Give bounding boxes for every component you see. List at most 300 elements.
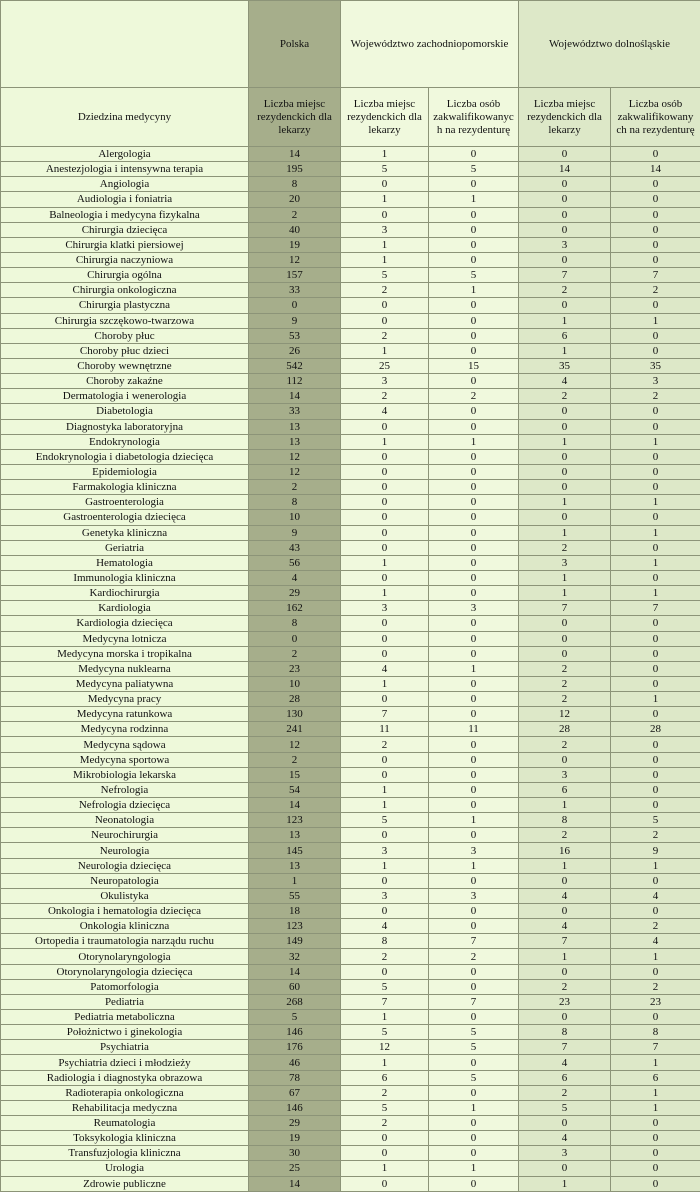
cell-ds-osoby: 0 [611,873,700,888]
cell-zp-miejsca: 2 [341,283,429,298]
cell-ds-miejsca: 0 [519,147,611,162]
cell-ds-miejsca: 8 [519,813,611,828]
cell-zp-osoby: 1 [429,1161,519,1176]
cell-ds-miejsca: 0 [519,631,611,646]
cell-ds-miejsca: 0 [519,1161,611,1176]
cell-zp-miejsca: 4 [341,404,429,419]
table-row [1,964,700,979]
cell-ds-miejsca: 3 [519,555,611,570]
header-dolnoslaskie: Województwo dolnośląskie [519,1,700,88]
cell-ds-osoby: 0 [611,252,700,267]
cell-zp-osoby: 11 [429,722,519,737]
cell-zp-osoby: 3 [429,601,519,616]
cell-ds-osoby: 0 [611,480,700,495]
header-empty-cell [1,1,249,88]
cell-zp-osoby: 3 [429,843,519,858]
cell-zp-osoby: 0 [429,237,519,252]
cell-dziedzina: Psychiatria [1,1040,249,1055]
cell-pl-miejsca: 4 [249,570,341,585]
cell-zp-miejsca: 4 [341,919,429,934]
cell-zp-osoby: 0 [429,873,519,888]
cell-zp-miejsca: 2 [341,389,429,404]
cell-ds-osoby: 0 [611,419,700,434]
cell-zp-osoby: 5 [429,268,519,283]
cell-ds-osoby: 0 [611,707,700,722]
cell-pl-miejsca: 8 [249,616,341,631]
cell-zp-miejsca: 2 [341,737,429,752]
cell-zp-osoby: 0 [429,1116,519,1131]
cell-dziedzina: Chirurgia naczyniowa [1,252,249,267]
cell-dziedzina: Balneologia i medycyna fizykalna [1,207,249,222]
cell-pl-miejsca: 78 [249,1070,341,1085]
table-row [1,177,700,192]
table-row [1,358,700,373]
cell-ds-osoby: 4 [611,934,700,949]
table-row [1,434,700,449]
cell-zp-miejsca: 1 [341,252,429,267]
cell-zp-osoby: 0 [429,343,519,358]
table-row [1,873,700,888]
cell-zp-miejsca: 0 [341,767,429,782]
table-row [1,1116,700,1131]
cell-zp-miejsca: 0 [341,692,429,707]
cell-ds-osoby: 1 [611,692,700,707]
cell-dziedzina: Onkologia kliniczna [1,919,249,934]
cell-zp-miejsca: 0 [341,480,429,495]
table-row [1,904,700,919]
cell-pl-miejsca: 5 [249,1010,341,1025]
cell-ds-osoby: 4 [611,888,700,903]
cell-ds-osoby: 8 [611,1025,700,1040]
cell-ds-osoby: 2 [611,979,700,994]
cell-pl-miejsca: 33 [249,404,341,419]
cell-zp-miejsca: 1 [341,676,429,691]
cell-zp-osoby: 0 [429,555,519,570]
cell-ds-miejsca: 7 [519,268,611,283]
cell-ds-osoby: 0 [611,464,700,479]
cell-ds-miejsca: 1 [519,525,611,540]
cell-dziedzina: Anestezjologia i intensywna terapia [1,162,249,177]
cell-pl-miejsca: 241 [249,722,341,737]
header-polska: Polska [249,1,341,88]
cell-dziedzina: Medycyna paliatywna [1,676,249,691]
cell-ds-osoby: 2 [611,919,700,934]
cell-dziedzina: Medycyna sądowa [1,737,249,752]
cell-ds-osoby: 0 [611,631,700,646]
table-row [1,601,700,616]
cell-pl-miejsca: 146 [249,1025,341,1040]
table-row [1,313,700,328]
cell-ds-osoby: 7 [611,601,700,616]
cell-ds-miejsca: 0 [519,616,611,631]
table-row [1,782,700,797]
cell-zp-osoby: 0 [429,676,519,691]
cell-pl-miejsca: 157 [249,268,341,283]
cell-zp-miejsca: 1 [341,782,429,797]
cell-zp-miejsca: 2 [341,328,429,343]
cell-ds-miejsca: 0 [519,646,611,661]
cell-ds-miejsca: 5 [519,1100,611,1115]
table-row [1,1176,700,1191]
cell-dziedzina: Alergologia [1,147,249,162]
cell-ds-miejsca: 0 [519,192,611,207]
cell-dziedzina: Medycyna ratunkowa [1,707,249,722]
cell-pl-miejsca: 195 [249,162,341,177]
cell-dziedzina: Chirurgia onkologiczna [1,283,249,298]
cell-pl-miejsca: 12 [249,252,341,267]
cell-zp-osoby: 0 [429,752,519,767]
cell-pl-miejsca: 19 [249,237,341,252]
cell-zp-miejsca: 12 [341,1040,429,1055]
cell-zp-osoby: 0 [429,480,519,495]
cell-ds-miejsca: 0 [519,252,611,267]
cell-pl-miejsca: 29 [249,1116,341,1131]
table-row [1,222,700,237]
table-row [1,631,700,646]
cell-zp-miejsca: 5 [341,268,429,283]
cell-pl-miejsca: 9 [249,525,341,540]
cell-dziedzina: Choroby wewnętrzne [1,358,249,373]
cell-zp-miejsca: 0 [341,464,429,479]
cell-zp-miejsca: 5 [341,979,429,994]
cell-ds-osoby: 7 [611,268,700,283]
cell-zp-osoby: 0 [429,464,519,479]
cell-dziedzina: Chirurgia dziecięca [1,222,249,237]
cell-pl-miejsca: 55 [249,888,341,903]
cell-dziedzina: Choroby zakaźne [1,374,249,389]
cell-ds-miejsca: 1 [519,858,611,873]
table-row [1,828,700,843]
cell-zp-miejsca: 7 [341,994,429,1009]
cell-dziedzina: Urologia [1,1161,249,1176]
cell-zp-osoby: 0 [429,631,519,646]
cell-dziedzina: Patomorfologia [1,979,249,994]
table-row [1,979,700,994]
cell-ds-miejsca: 0 [519,419,611,434]
cell-zp-osoby: 1 [429,283,519,298]
table-row [1,464,700,479]
cell-zp-miejsca: 1 [341,434,429,449]
cell-ds-osoby: 0 [611,904,700,919]
cell-zp-miejsca: 1 [341,1161,429,1176]
cell-dziedzina: Immunologia kliniczna [1,570,249,585]
cell-zp-osoby: 0 [429,646,519,661]
cell-zp-osoby: 0 [429,404,519,419]
cell-pl-miejsca: 46 [249,1055,341,1070]
cell-zp-miejsca: 0 [341,616,429,631]
cell-zp-miejsca: 0 [341,646,429,661]
table-row [1,192,700,207]
cell-zp-osoby: 0 [429,964,519,979]
cell-zp-osoby: 15 [429,358,519,373]
cell-pl-miejsca: 25 [249,1161,341,1176]
header-zp-osoby: Liczba osób zakwalifikowanyc h na rezydenturę [429,88,519,147]
cell-ds-osoby: 0 [611,661,700,676]
cell-ds-miejsca: 0 [519,904,611,919]
cell-ds-osoby: 0 [611,404,700,419]
cell-zp-miejsca: 0 [341,904,429,919]
cell-zp-osoby: 0 [429,979,519,994]
cell-ds-osoby: 5 [611,813,700,828]
cell-zp-osoby: 1 [429,192,519,207]
header-zp-miejsca: Liczba miejsc rezydenckich dla lekarzy [341,88,429,147]
cell-ds-osoby: 0 [611,192,700,207]
cell-ds-miejsca: 2 [519,661,611,676]
table-row [1,616,700,631]
table-row [1,798,700,813]
cell-zp-miejsca: 0 [341,419,429,434]
cell-zp-miejsca: 0 [341,298,429,313]
cell-zp-miejsca: 11 [341,722,429,737]
table-row [1,495,700,510]
table-row [1,1085,700,1100]
cell-ds-osoby: 0 [611,328,700,343]
cell-pl-miejsca: 32 [249,949,341,964]
table-row [1,919,700,934]
table-row [1,692,700,707]
cell-zp-osoby: 0 [429,207,519,222]
cell-ds-miejsca: 6 [519,328,611,343]
table-row [1,343,700,358]
cell-pl-miejsca: 54 [249,782,341,797]
cell-dziedzina: Endokrynologia [1,434,249,449]
cell-zp-miejsca: 1 [341,1010,429,1025]
cell-zp-miejsca: 1 [341,343,429,358]
cell-ds-miejsca: 28 [519,722,611,737]
cell-pl-miejsca: 67 [249,1085,341,1100]
cell-dziedzina: Neuropatologia [1,873,249,888]
table-row [1,722,700,737]
cell-zp-osoby: 0 [429,525,519,540]
cell-zp-osoby: 0 [429,737,519,752]
cell-zp-osoby: 0 [429,328,519,343]
cell-zp-miejsca: 1 [341,858,429,873]
cell-zp-miejsca: 1 [341,192,429,207]
cell-pl-miejsca: 14 [249,964,341,979]
cell-dziedzina: Dermatologia i wenerologia [1,389,249,404]
table-row [1,767,700,782]
cell-ds-osoby: 0 [611,343,700,358]
cell-dziedzina: Pediatria [1,994,249,1009]
cell-dziedzina: Okulistyka [1,888,249,903]
cell-pl-miejsca: 26 [249,343,341,358]
cell-dziedzina: Geriatria [1,540,249,555]
cell-zp-osoby: 0 [429,1146,519,1161]
cell-ds-miejsca: 0 [519,752,611,767]
cell-dziedzina: Rehabilitacja medyczna [1,1100,249,1115]
cell-ds-miejsca: 1 [519,313,611,328]
cell-dziedzina: Epidemiologia [1,464,249,479]
cell-ds-miejsca: 0 [519,207,611,222]
cell-zp-osoby: 1 [429,813,519,828]
cell-zp-osoby: 0 [429,904,519,919]
cell-zp-osoby: 0 [429,798,519,813]
table-row [1,389,700,404]
cell-dziedzina: Genetyka kliniczna [1,525,249,540]
cell-zp-osoby: 5 [429,1070,519,1085]
cell-zp-osoby: 0 [429,767,519,782]
cell-zp-miejsca: 1 [341,1055,429,1070]
cell-ds-osoby: 0 [611,237,700,252]
cell-pl-miejsca: 56 [249,555,341,570]
cell-ds-miejsca: 12 [519,707,611,722]
cell-zp-osoby: 0 [429,692,519,707]
cell-zp-osoby: 1 [429,661,519,676]
cell-zp-osoby: 1 [429,1100,519,1115]
cell-pl-miejsca: 268 [249,994,341,1009]
cell-ds-miejsca: 4 [519,888,611,903]
cell-pl-miejsca: 18 [249,904,341,919]
table-row [1,949,700,964]
table-row [1,1070,700,1085]
cell-dziedzina: Hematologia [1,555,249,570]
cell-zp-osoby: 0 [429,586,519,601]
cell-ds-osoby: 0 [611,540,700,555]
cell-zp-miejsca: 0 [341,495,429,510]
cell-dziedzina: Nefrologia dziecięca [1,798,249,813]
cell-dziedzina: Reumatologia [1,1116,249,1131]
cell-dziedzina: Medycyna morska i tropikalna [1,646,249,661]
cell-ds-osoby: 0 [611,752,700,767]
cell-pl-miejsca: 8 [249,177,341,192]
cell-zp-miejsca: 6 [341,1070,429,1085]
cell-ds-miejsca: 2 [519,979,611,994]
cell-ds-osoby: 0 [611,616,700,631]
cell-pl-miejsca: 8 [249,495,341,510]
cell-pl-miejsca: 2 [249,207,341,222]
cell-ds-osoby: 1 [611,949,700,964]
cell-zp-osoby: 0 [429,1010,519,1025]
cell-zp-miejsca: 0 [341,1176,429,1191]
cell-dziedzina: Onkologia i hematologia dziecięca [1,904,249,919]
table-row [1,586,700,601]
table-row [1,449,700,464]
cell-zp-miejsca: 8 [341,934,429,949]
cell-zp-osoby: 0 [429,222,519,237]
table-row [1,1146,700,1161]
cell-zp-osoby: 0 [429,570,519,585]
cell-zp-miejsca: 25 [341,358,429,373]
cell-ds-osoby: 3 [611,374,700,389]
cell-zp-osoby: 0 [429,540,519,555]
cell-zp-miejsca: 1 [341,237,429,252]
cell-ds-miejsca: 1 [519,798,611,813]
cell-ds-osoby: 2 [611,828,700,843]
cell-dziedzina: Chirurgia klatki piersiowej [1,237,249,252]
cell-ds-miejsca: 2 [519,540,611,555]
cell-zp-miejsca: 5 [341,1025,429,1040]
cell-ds-osoby: 0 [611,570,700,585]
cell-ds-osoby: 1 [611,586,700,601]
cell-ds-miejsca: 0 [519,298,611,313]
cell-pl-miejsca: 13 [249,828,341,843]
cell-pl-miejsca: 14 [249,798,341,813]
table-row [1,843,700,858]
cell-dziedzina: Zdrowie publiczne [1,1176,249,1191]
cell-ds-miejsca: 7 [519,601,611,616]
table-row [1,298,700,313]
cell-zp-miejsca: 5 [341,162,429,177]
table-row [1,252,700,267]
cell-zp-miejsca: 0 [341,449,429,464]
cell-ds-osoby: 2 [611,389,700,404]
table-row [1,237,700,252]
table-row [1,934,700,949]
cell-zp-miejsca: 0 [341,510,429,525]
cell-pl-miejsca: 146 [249,1100,341,1115]
table-row [1,1025,700,1040]
cell-pl-miejsca: 0 [249,298,341,313]
cell-ds-osoby: 23 [611,994,700,1009]
cell-pl-miejsca: 10 [249,510,341,525]
cell-zp-osoby: 0 [429,313,519,328]
cell-zp-osoby: 0 [429,616,519,631]
cell-pl-miejsca: 15 [249,767,341,782]
cell-pl-miejsca: 14 [249,389,341,404]
cell-ds-osoby: 0 [611,767,700,782]
cell-ds-miejsca: 0 [519,1116,611,1131]
table-row [1,404,700,419]
cell-dziedzina: Radiologia i diagnostyka obrazowa [1,1070,249,1085]
cell-ds-osoby: 0 [611,147,700,162]
cell-dziedzina: Neurologia [1,843,249,858]
table-row [1,994,700,1009]
cell-ds-miejsca: 1 [519,586,611,601]
cell-ds-osoby: 0 [611,1176,700,1191]
cell-dziedzina: Farmakologia kliniczna [1,480,249,495]
table-row [1,207,700,222]
cell-ds-miejsca: 3 [519,767,611,782]
cell-pl-miejsca: 40 [249,222,341,237]
cell-ds-miejsca: 2 [519,828,611,843]
cell-pl-miejsca: 30 [249,1146,341,1161]
cell-dziedzina: Angiologia [1,177,249,192]
cell-pl-miejsca: 162 [249,601,341,616]
cell-dziedzina: Otorynolaryngologia [1,949,249,964]
cell-ds-miejsca: 2 [519,676,611,691]
cell-dziedzina: Kardiologia dziecięca [1,616,249,631]
table-row [1,283,700,298]
cell-ds-miejsca: 3 [519,1146,611,1161]
table-body [1,147,700,1192]
cell-pl-miejsca: 28 [249,692,341,707]
cell-ds-osoby: 1 [611,1085,700,1100]
cell-pl-miejsca: 19 [249,1131,341,1146]
cell-pl-miejsca: 10 [249,676,341,691]
cell-zp-miejsca: 7 [341,707,429,722]
cell-pl-miejsca: 23 [249,661,341,676]
cell-ds-miejsca: 0 [519,480,611,495]
table-row [1,555,700,570]
cell-dziedzina: Transfuzjologia kliniczna [1,1146,249,1161]
cell-ds-miejsca: 1 [519,949,611,964]
cell-zp-miejsca: 0 [341,631,429,646]
table-row [1,480,700,495]
cell-ds-osoby: 1 [611,313,700,328]
cell-pl-miejsca: 12 [249,464,341,479]
cell-ds-osoby: 0 [611,737,700,752]
cell-dziedzina: Radioterapia onkologiczna [1,1085,249,1100]
cell-ds-miejsca: 7 [519,1040,611,1055]
cell-ds-miejsca: 0 [519,464,611,479]
cell-pl-miejsca: 14 [249,147,341,162]
cell-ds-osoby: 0 [611,222,700,237]
cell-pl-miejsca: 13 [249,858,341,873]
cell-ds-miejsca: 1 [519,570,611,585]
cell-dziedzina: Medycyna lotnicza [1,631,249,646]
cell-ds-osoby: 0 [611,1131,700,1146]
table-row [1,888,700,903]
